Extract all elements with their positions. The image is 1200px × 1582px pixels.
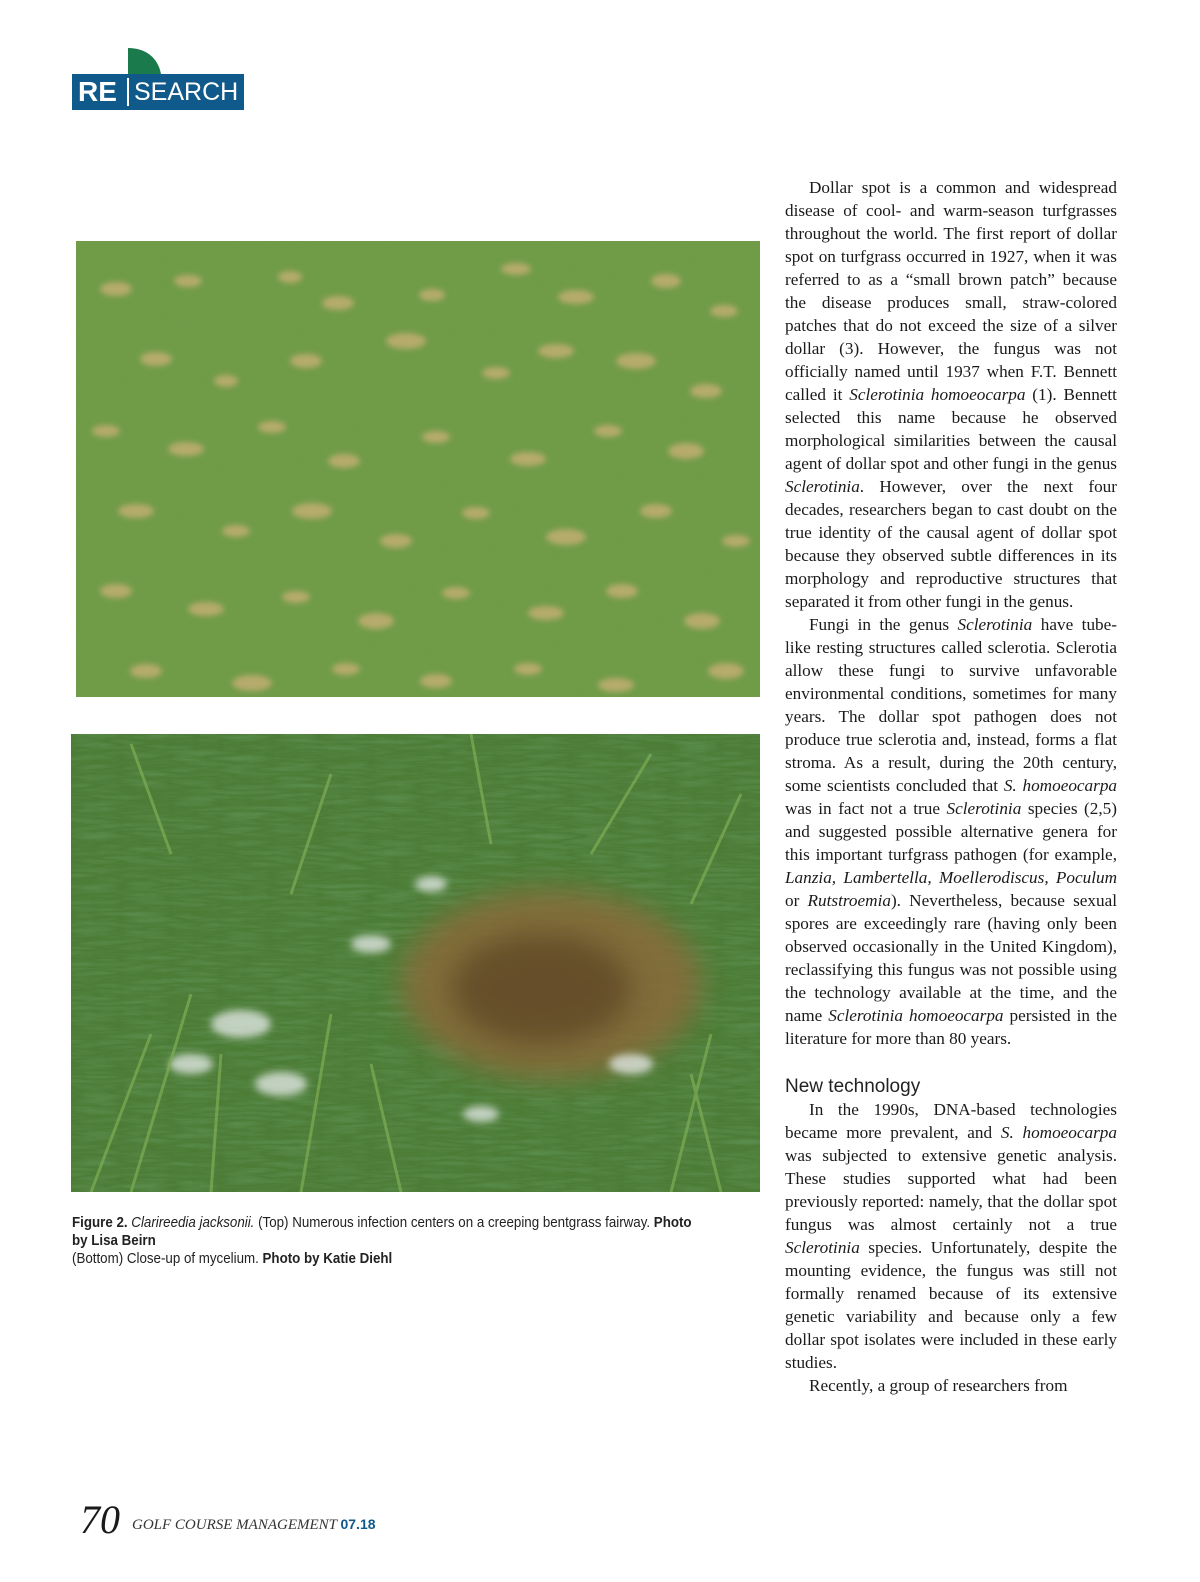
italic-run: S. homoeocarpa (1003, 776, 1118, 795)
logo-divider (127, 78, 129, 106)
italic-run: Sclerotinia (957, 615, 1033, 634)
italic-run: Sclerotinia (785, 1238, 860, 1257)
paragraph (785, 1098, 1117, 1374)
text-run: In the 1990s, DNA-based technologies became more prevalent, and (785, 1100, 1117, 1142)
figure-bottom-text: (Bottom) Close-up of mycelium. (72, 1251, 263, 1267)
article-body (785, 176, 1117, 1397)
figure-label: Figure 2. (72, 1215, 128, 1231)
paragraph (785, 176, 1117, 613)
leaf-mark-icon (128, 46, 168, 76)
text-run: . However, over the next four decades, researchers began to cast doubt on the true identity of the causal agent of dollar spot because they observed subtle differences in its morphology and reproductive structures that separated it from other fungi in the genus. (785, 477, 1117, 611)
figure-top-text: (Top) Numerous infection centers on a creeping bentgrass fairway. (254, 1215, 654, 1231)
figure-bottom-credit: Photo by Katie Diehl (262, 1251, 393, 1267)
publication-line (132, 1516, 376, 1534)
figure-caption (72, 1214, 707, 1268)
fairway-infection-photo (76, 241, 760, 697)
italic-run: Sclerotinia homoeocarpa (849, 385, 1026, 404)
text-run: (1). Bennett selected this name because he observed morphological similarities between the causal agent of dollar spot and other fungi in the genus (785, 385, 1117, 473)
logo-re-text: RE (78, 76, 117, 107)
italic-run: Sclerotinia (785, 477, 860, 496)
italic-run: Lanzia, Lambertella, Moellerodiscus, Poculum (785, 868, 1117, 887)
paragraph: Recently, a group of researchers from (809, 1376, 1068, 1395)
figure-species: Clarireedia jacksonii. (131, 1215, 255, 1231)
text-run: persisted in the literature for more than 80 years. (785, 1006, 1117, 1048)
logo-bar (72, 74, 244, 110)
text-run: Dollar spot is a common and widespread disease of cool- and warm-season turfgrasses throughout the world. The first report of dollar spot on turfgrass occurred in 1927, when it was referred to as a “small brown patch” because the disease produces small, straw-colored patches that do not exceed the size of a silver dollar (3). However, the fungus was not officially named until 1937 when F.T. Bennett called it (785, 178, 1117, 404)
figure-top-credit: Photo by Lisa Beirn (72, 1215, 692, 1249)
text-run: species. Unfortunately, despite the mounting evidence, the fungus was still not formally renamed because of its extensive genetic variability and because only a few dollar spot isolates were included in these early studies. (785, 1238, 1117, 1372)
mycelium-closeup-photo (71, 734, 760, 1192)
text-run: have tube-like resting structures called sclerotia. Sclerotia allow these fungi to survive unfavorable environmental conditions, sometimes for many years. The dollar spot pathogen does not produce true sclerotia and, instead, forms a flat stroma. As a result, during the 20th century, some scientists concluded that (785, 615, 1117, 795)
text-run: was in fact not a true (785, 799, 947, 818)
publication-name: GOLF COURSE MANAGEMENT (132, 1517, 337, 1533)
text-run: Fungi in the genus (809, 615, 958, 634)
italic-run: Sclerotinia (946, 799, 1022, 818)
paragraph (785, 613, 1117, 1050)
section-heading: New technology (785, 1076, 921, 1097)
italic-run: Rutstroemia (807, 891, 891, 910)
text-run: or (785, 891, 808, 910)
text-run: was subjected to extensive genetic analysis. These studies supported what had been previously reported: namely, that the dollar spot fungus was almost certainly not a true (785, 1146, 1117, 1234)
page-number: 70 (80, 1497, 120, 1542)
issue-number: 07.18 (340, 1516, 376, 1532)
research-section-logo (72, 46, 244, 110)
text-run: species (2,5) and suggested possible alternative genera for this important turfgrass pathogen (for example, (785, 799, 1117, 864)
italic-run: Sclerotinia homoeocarpa (828, 1006, 1004, 1025)
logo-search-text: SEARCH (134, 78, 239, 106)
italic-run: S. homoeocarpa (1000, 1123, 1117, 1142)
text-run: ). Nevertheless, because sexual spores are exceedingly rare (having only been observed occasionally in the United Kingdom), reclassifying this fungus was not possible using the technology available at the time, and the name (785, 891, 1117, 1025)
